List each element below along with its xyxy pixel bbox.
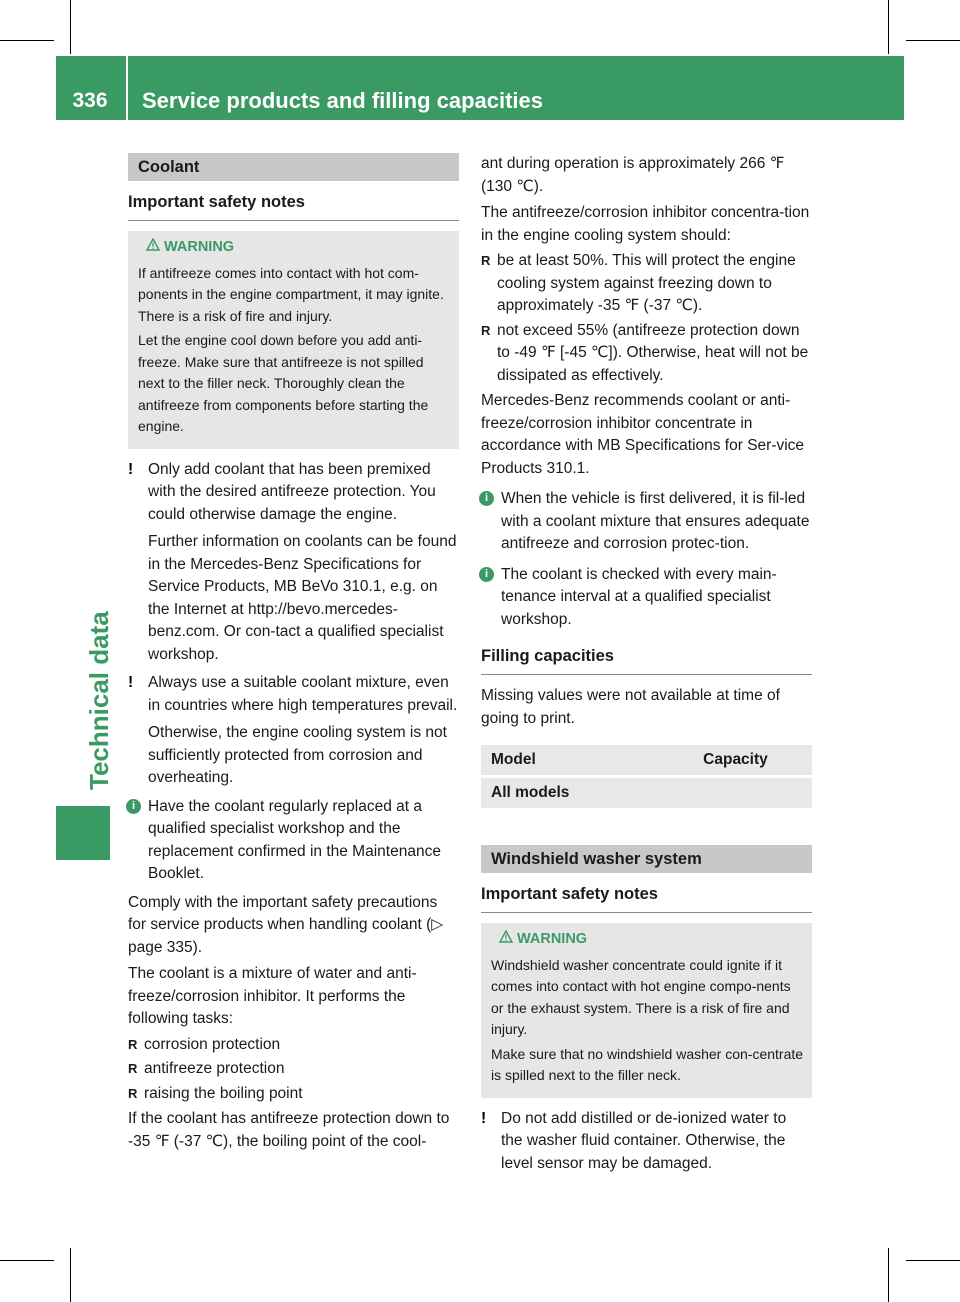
exclamation-icon: ! [128,460,134,478]
right-column [481,153,812,1181]
warning-header [146,237,451,259]
paragraph: Mercedes-Benz recommends coolant or anti-freeze/corrosion inhibitor concentrate in accordance with MB Specifications for Ser-vice Products 310.1. [481,392,805,477]
paragraph: The antifreeze/corrosion inhibitor concentra-tion in the engine cooling system should: [481,204,810,244]
info-icon: i [126,799,141,814]
page-title: Service products and filling capacities [142,88,544,113]
warning-label: WARNING [517,931,588,947]
note-text: Further information on coolants can be found in the Mercedes-Benz Specifications for Service Products, MB BeVo 310.1, e.g. on the Internet at http://bevo.mercedes-benz.com. Or con-tact a qualified specialist workshop. [148,533,457,663]
list-item: R not exceed 55% (antifreeze protection down to -49 ℉ [-45 ℃]). Otherwise, heat will not be dissipated as effectively. [481,320,812,388]
warning-text: Windshield washer concentrate could ignite if it comes into contact with hot engine compo-nents or the exhaust system. There is a risk of fire and injury. [491,956,791,1037]
crop-mark [888,0,889,54]
list-item: R raising the boiling point [128,1083,459,1106]
subsection-title: Important safety notes [128,191,459,221]
caution-note [128,459,459,667]
paragraph: ant during operation is approximately 266 ℉ (130 ℃). [481,155,785,195]
table-cell: All models [481,778,659,808]
section-title-washer: Windshield washer system [481,845,812,873]
crop-mark [906,40,960,41]
side-tab-label: Technical data [84,611,114,790]
bullet-list [128,1034,459,1106]
table-header-cell: Capacity [659,745,812,775]
bullet-list [481,250,812,387]
crop-mark [906,1260,960,1261]
exclamation-icon: ! [128,674,134,691]
subsection-title: Important safety notes [481,883,812,913]
warning-triangle-icon [499,929,517,951]
caution-note [481,1108,812,1176]
note-text: Only add coolant that has been premixed with the desired antifreeze protection. You could otherwise damage the engine. [148,460,436,523]
capacity-table [481,742,812,811]
info-note [481,564,812,632]
info-icon: i [479,491,494,506]
table-header-row [481,745,812,775]
info-icon: i [479,567,494,582]
table-cell [659,778,812,808]
note-text: Always use a suitable coolant mixture, even in countries where high temperatures prevail. [148,674,458,714]
list-item: R corrosion protection [128,1034,459,1057]
table-header-cell: Model [481,745,659,775]
page-number: 336 [72,89,108,112]
list-item: R antifreeze protection [128,1058,459,1081]
info-text: Have the coolant regularly replaced at a qualified specialist workshop and the replacement confirmed in the Maintenance Booklet. [148,797,441,882]
info-note [128,796,459,886]
warning-label: WARNING [164,239,235,255]
info-text: The coolant is checked with every main-tenance interval at a qualified specialist workshop. [501,565,777,628]
section-title-coolant: Coolant [128,153,459,181]
list-item: R be at least 50%. This will protect the engine cooling system against freezing down to approximately -35 ℉ (-37 ℃). [481,250,812,318]
warning-box [481,923,812,1098]
warning-triangle-icon [146,237,164,259]
table-row [481,778,812,808]
paragraph: Missing values were not available at time of going to print. [481,687,780,727]
note-text: Otherwise, the engine cooling system is not sufficiently protected from corrosion and overheating. [148,724,447,786]
paragraph: The coolant is a mixture of water and anti-freeze/corrosion inhibitor. It performs the following tasks: [128,965,417,1027]
side-tab-block [56,806,110,860]
left-column [128,153,459,1153]
warning-box [128,231,459,449]
warning-text: Let the engine cool down before you add anti-freeze. Make sure that antifreeze is not spilled next to the filler neck. Thoroughly clean the antifreeze from components before starting the engine. [138,332,429,434]
note-text: Do not add distilled or de-ionized water to the washer fluid container. Otherwise, the level sensor may be damaged. [501,1109,787,1172]
crop-mark [0,40,54,41]
warning-text: If antifreeze comes into contact with hot com-ponents in the engine compartment, it may ignite. There is a risk of fire and injury. [138,264,444,324]
crop-mark [70,0,71,54]
warning-header [499,929,804,951]
exclamation-icon: ! [481,1109,487,1127]
warning-text: Make sure that no windshield washer con-centrate is spilled next to the filler neck. [491,1045,804,1083]
crop-mark [0,1260,54,1261]
caution-note [128,672,459,790]
page-header [56,56,904,120]
header-divider [126,56,128,120]
info-text: When the vehicle is first delivered, it is fil-led with a coolant mixture that ensures adequate antifreeze and corrosion protec-tion. [501,490,810,552]
info-note [481,488,812,556]
crop-mark [70,1248,71,1302]
paragraph: Comply with the important safety precautions for service products when handling coolant (▷ page 335). [128,893,444,956]
paragraph: If the coolant has antifreeze protection down to -35 ℉ (-37 ℃), the boiling point of the cool- [128,1110,450,1150]
crop-mark [888,1248,889,1302]
subsection-title: Filling capacities [481,645,812,675]
